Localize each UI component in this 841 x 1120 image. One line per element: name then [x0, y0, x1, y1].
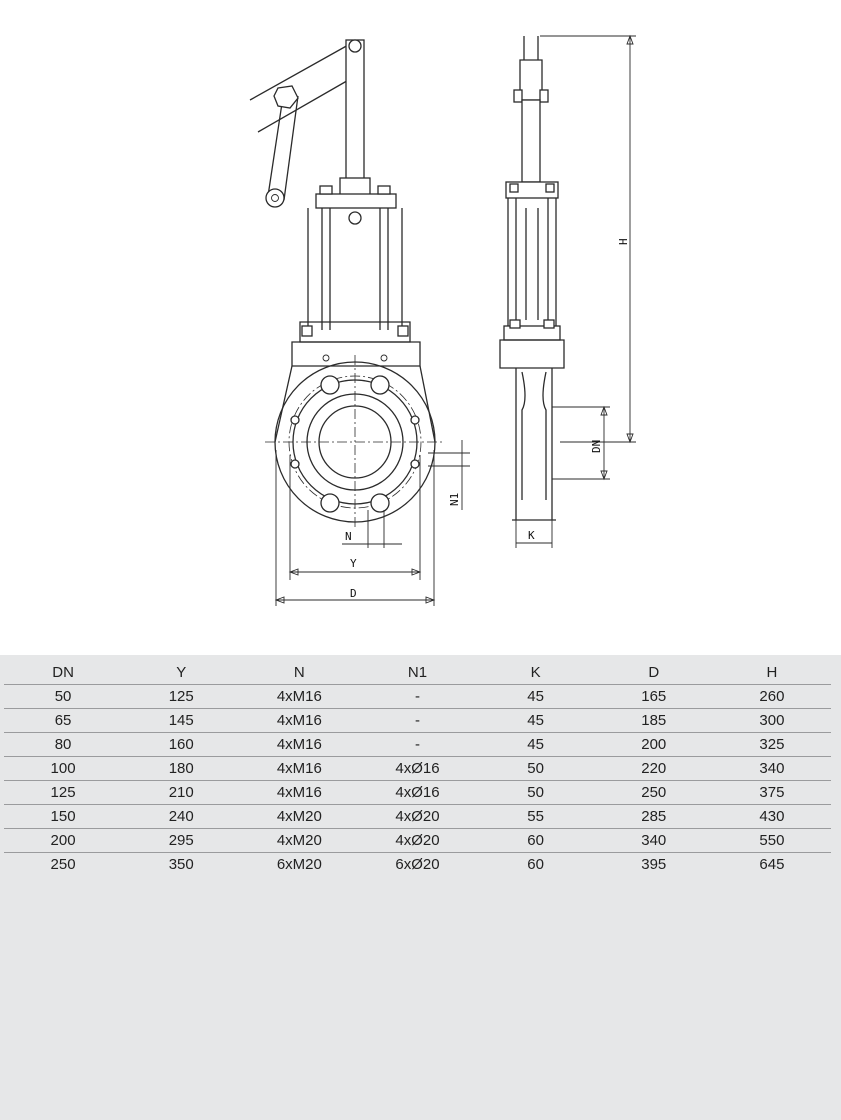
table-cell: 220 [595, 757, 713, 781]
table-cell: 60 [527, 856, 544, 873]
table-cell: 325 [713, 733, 831, 757]
table-cell: 55 [477, 805, 595, 829]
table-cell: 300 [713, 709, 831, 733]
table-cell: 45 [477, 733, 595, 757]
side-body [512, 368, 556, 520]
table-row [4, 757, 831, 781]
bolt-hole [321, 494, 339, 512]
table-row [4, 829, 831, 853]
dim-label-n1: N1 [448, 492, 461, 506]
table-cell: 260 [713, 685, 831, 709]
table-cell: 125 [122, 685, 240, 709]
side-body-top [500, 340, 564, 368]
side-view [500, 36, 636, 548]
table-cell: 395 [641, 856, 667, 873]
stem [346, 40, 364, 180]
table-cell: - [358, 685, 476, 709]
table-cell: 60 [477, 829, 595, 853]
lever-hex-nut [274, 86, 298, 108]
table-cell: 80 [4, 733, 122, 757]
table-cell: 6xM20 [276, 856, 322, 873]
table-row [4, 781, 831, 805]
table-cell: 185 [595, 709, 713, 733]
column-header: Y [122, 661, 240, 685]
table-cell: 250 [595, 781, 713, 805]
table-cell: 50 [477, 781, 595, 805]
table-cell: 45 [477, 685, 595, 709]
bolt-hole [371, 376, 389, 394]
column-header: K [477, 661, 595, 685]
table-cell: 4xM20 [240, 829, 358, 853]
dim-label-n: N [345, 530, 352, 543]
table-cell: 550 [713, 829, 831, 853]
table-cell: 100 [4, 757, 122, 781]
table-cell: 6xØ20 [395, 856, 440, 873]
table-cell: 4xM16 [240, 709, 358, 733]
table-cell: 4xØ20 [358, 829, 476, 853]
table-cell: 150 [4, 805, 122, 829]
table-row [4, 805, 831, 829]
table-row [4, 733, 831, 757]
table-cell: 4xM16 [240, 733, 358, 757]
table-cell: 295 [122, 829, 240, 853]
table-cell: - [358, 733, 476, 757]
dim-label-d: D [350, 587, 357, 600]
bolt-hole [321, 376, 339, 394]
table-cell: 125 [4, 781, 122, 805]
table-cell: 160 [122, 733, 240, 757]
column-header: D [595, 661, 713, 685]
table-cell: 145 [122, 709, 240, 733]
table-cell: 4xM16 [240, 685, 358, 709]
table-cell: 210 [122, 781, 240, 805]
side-stem [522, 100, 540, 182]
bolt-hole [371, 494, 389, 512]
dimensions-table [4, 661, 831, 876]
yoke-top-plate [316, 194, 396, 208]
lever-arm [250, 44, 352, 132]
table-cell: 200 [4, 829, 122, 853]
table-cell: 4xM16 [240, 757, 358, 781]
table-cell: 350 [168, 856, 194, 873]
table-cell: 65 [4, 709, 122, 733]
table-cell: 430 [713, 805, 831, 829]
table-cell: 340 [595, 829, 713, 853]
table-cell: 50 [477, 757, 595, 781]
column-header: DN [4, 661, 122, 685]
table-cell: 4xM16 [240, 781, 358, 805]
table-cell: 4xØ16 [358, 781, 476, 805]
table-cell: 240 [122, 805, 240, 829]
lever-pivot [266, 189, 284, 207]
table-cell: 180 [122, 757, 240, 781]
front-view [250, 40, 470, 606]
table-cell: 4xØ16 [358, 757, 476, 781]
table-cell: - [358, 709, 476, 733]
table-row [4, 685, 831, 709]
table-row [4, 709, 831, 733]
table-cell: 45 [477, 709, 595, 733]
dim-label-k: K [528, 529, 535, 542]
column-header: H [713, 661, 831, 685]
table-cell: 285 [595, 805, 713, 829]
dim-label-y: Y [350, 557, 357, 570]
table-cell: 4xM20 [240, 805, 358, 829]
column-header: N1 [358, 661, 476, 685]
stem-pin [349, 40, 361, 52]
table-cell: 340 [713, 757, 831, 781]
table-header-row [4, 661, 831, 685]
dim-label-dn: DN [590, 439, 603, 453]
table-cell: 4xØ20 [358, 805, 476, 829]
dim-label-h: H [617, 238, 630, 245]
table-cell: 250 [50, 856, 76, 873]
table-cell: 645 [759, 856, 785, 873]
table-row [4, 853, 831, 877]
table-cell: 165 [595, 685, 713, 709]
dimensions-table-panel [0, 655, 841, 1120]
table-cell: 200 [595, 733, 713, 757]
table-cell: 50 [4, 685, 122, 709]
column-header: N [240, 661, 358, 685]
table-cell: 375 [713, 781, 831, 805]
